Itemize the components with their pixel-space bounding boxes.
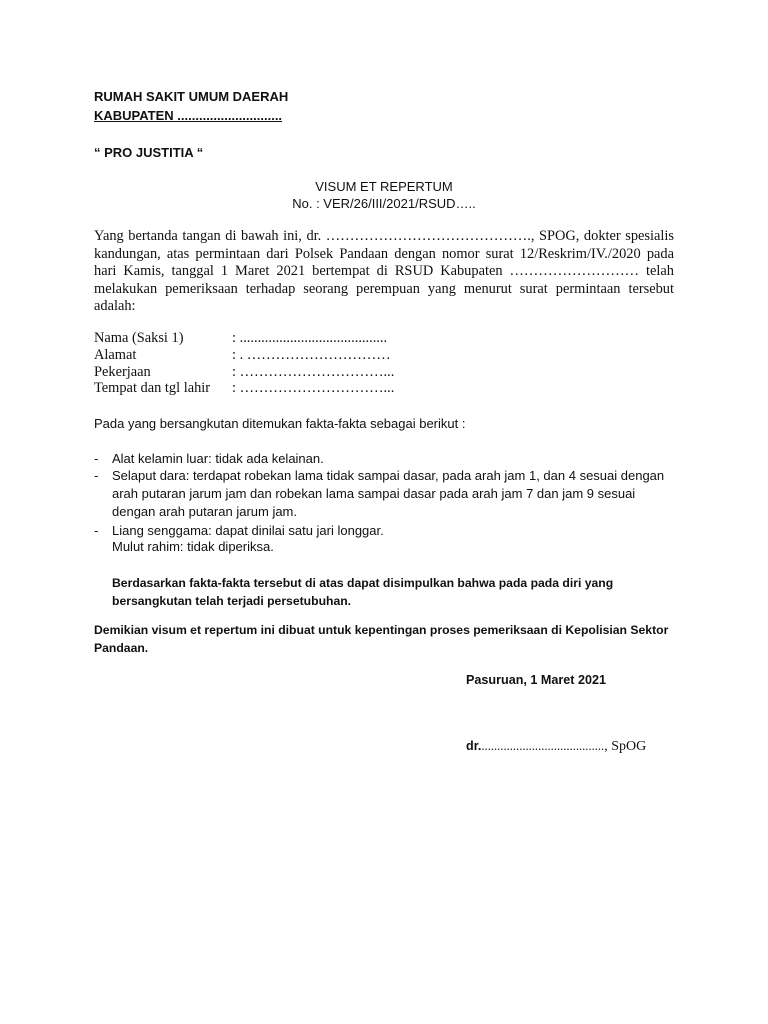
- identity-value: : …………………………...: [232, 364, 395, 380]
- signature-prefix: dr.: [466, 739, 482, 753]
- identity-label: Tempat dan tgl lahir: [94, 380, 211, 396]
- finding-text: Mulut rahim: tidak diperiksa.: [112, 539, 274, 554]
- hospital-regency: KABUPATEN .............................: [94, 108, 283, 123]
- finding-text: Liang senggama: dapat dinilai satu jari longgar.: [112, 523, 384, 538]
- finding-text: Selaput dara: terdapat robekan lama tidak sampai dasar, pada arah jam 1, dan 4 sesuai dengan arah putaran jarum jam dan robekan lama sampai dasar pada arah jam 7 dan jam 9 sesuai dengan arah putaran jarum jam.: [112, 468, 665, 519]
- document-number: No. : VER/26/III/2021/RSUD…..: [292, 196, 476, 211]
- finding-item: [112, 539, 274, 554]
- hospital-name: RUMAH SAKIT UMUM DAERAH: [94, 89, 289, 104]
- identity-value: : .........................................: [232, 330, 388, 346]
- identity-value: : …………………………...: [232, 380, 395, 396]
- identity-label: Nama (Saksi 1): [94, 330, 184, 346]
- document-title: VISUM ET REPERTUM: [315, 179, 453, 194]
- intro-paragraph: Yang bertanda tangan di bawah ini, dr. ……………………………………., SPOG, dokter spesialis kandungan, atas permintaan dari Polsek Pandaan dengan nomor surat 12/Reskrim/IV./2020 pada hari Kamis, tanggal 1 Maret 2021 bertempat di RSUD Kabupaten ……………………… telah melakukan pemeriksaan terhadap seorang perempuan yang menurut surat permintaan tersebut adalah:: [94, 228, 674, 314]
- signature-dots: .......................................: [481, 739, 605, 753]
- facts-intro: Pada yang bersangkutan ditemukan fakta-fakta sebagai berikut :: [94, 416, 466, 431]
- finding-text: Alat kelamin luar: tidak ada kelainan.: [112, 451, 324, 466]
- identity-value: : . …………………………: [232, 347, 391, 363]
- identity-row-address: [94, 347, 454, 364]
- bullet-dash: -: [94, 468, 99, 483]
- signature-suffix: , SpOG: [604, 739, 647, 754]
- identity-row-occupation: [94, 364, 454, 381]
- identity-row-birth: [94, 380, 454, 397]
- conclusion-paragraph: Berdasarkan fakta-fakta tersebut di atas dapat disimpulkan bahwa pada pada diri yang bersangkutan telah terjadi persetubuhan.: [112, 576, 614, 608]
- closing-paragraph: Demikian visum et repertum ini dibuat untuk kepentingan proses pemeriksaan di Kepolisian Sektor Pandaan.: [94, 623, 669, 655]
- bullet-dash: -: [94, 523, 99, 538]
- identity-label: Alamat: [94, 347, 137, 363]
- bullet-dash: -: [94, 451, 99, 466]
- place-date: Pasuruan, 1 Maret 2021: [466, 673, 607, 687]
- signature-line: [466, 739, 646, 755]
- pro-justitia-heading: “ PRO JUSTITIA “: [94, 145, 204, 160]
- identity-row-name: [94, 330, 454, 347]
- identity-label: Pekerjaan: [94, 364, 151, 380]
